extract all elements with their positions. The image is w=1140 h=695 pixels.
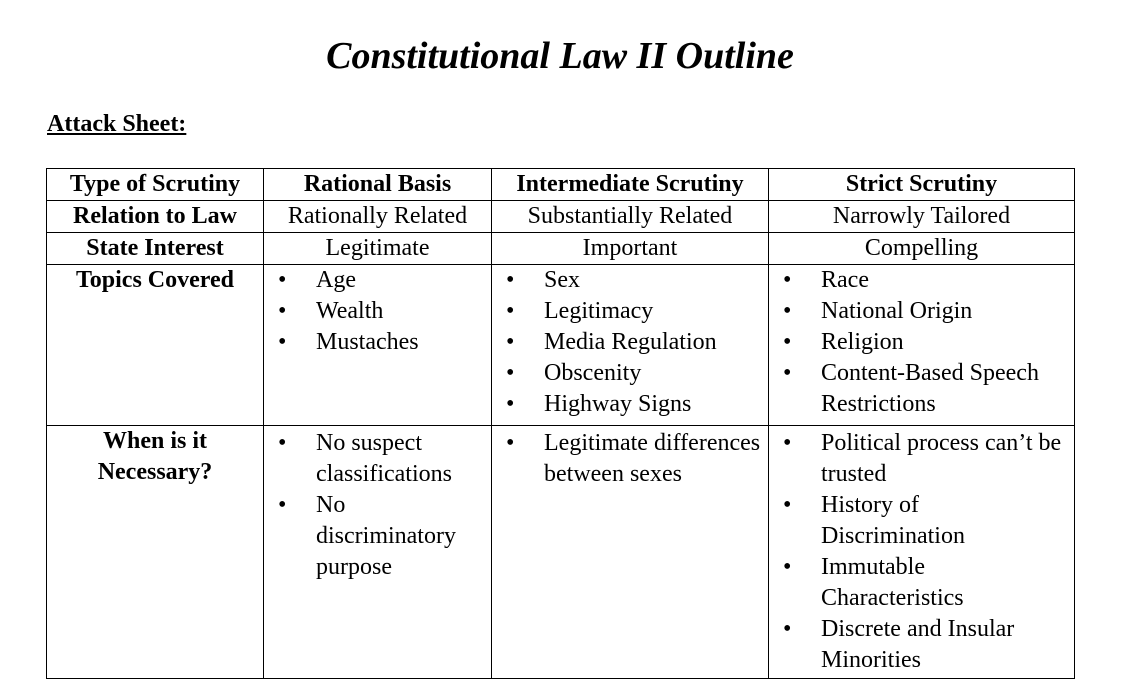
table-header-row [47, 169, 1075, 201]
strict-relation-cell: Narrowly Tailored [769, 201, 1075, 233]
strict-necessary-list [775, 428, 1068, 676]
rational-interest-cell: Legitimate [264, 233, 492, 265]
row-label-relation-to-law: Relation to Law [47, 201, 264, 233]
list-item: • Political process can’t be trusted [775, 428, 1068, 490]
row-label-when-necessary [47, 426, 264, 679]
list-item: • Media Regulation [498, 327, 762, 358]
list-item: • National Origin [775, 296, 1068, 327]
row-label-topics-covered: Topics Covered [47, 265, 264, 426]
rational-relation-cell: Rationally Related [264, 201, 492, 233]
intermediate-topics-cell [492, 265, 769, 426]
relation-to-law-row [47, 201, 1075, 233]
scrutiny-table [46, 168, 1075, 679]
column-header-intermediate-scrutiny: Intermediate Scrutiny [492, 169, 769, 201]
when-necessary-row [47, 426, 1075, 679]
list-item: • Content-Based Speech Restrictions [775, 358, 1068, 420]
rational-topics-cell [264, 265, 492, 426]
list-item: • Sex [498, 265, 762, 296]
list-item: • Immutable Characteristics [775, 552, 1068, 614]
column-header-strict-scrutiny: Strict Scrutiny [769, 169, 1075, 201]
list-item: • Discrete and Insular Minorities [775, 614, 1068, 676]
list-item: • No suspect classifications [270, 428, 485, 490]
intermediate-interest-cell: Important [492, 233, 769, 265]
list-item: • Race [775, 265, 1068, 296]
list-item: • Legitimate differences between sexes [498, 428, 762, 490]
intermediate-topics-list [498, 265, 762, 420]
row-label-line: Necessary? [97, 459, 213, 485]
strict-topics-list [775, 265, 1068, 420]
row-label-line: When is it [102, 428, 207, 454]
topics-covered-row [47, 265, 1075, 426]
attack-sheet-heading: Attack Sheet: [47, 111, 187, 137]
strict-necessary-cell [769, 426, 1075, 679]
intermediate-necessary-cell [492, 426, 769, 679]
list-item: • Highway Signs [498, 389, 762, 420]
column-header-rational-basis: Rational Basis [264, 169, 492, 201]
list-item: • Religion [775, 327, 1068, 358]
row-label-type-of-scrutiny: Type of Scrutiny [47, 169, 264, 201]
rational-topics-list [270, 265, 485, 358]
rational-necessary-list [270, 428, 485, 583]
intermediate-necessary-list [498, 428, 762, 490]
list-item: • Mustaches [270, 327, 485, 358]
strict-topics-cell [769, 265, 1075, 426]
intermediate-relation-cell: Substantially Related [492, 201, 769, 233]
state-interest-row [47, 233, 1075, 265]
list-item: • History of Discrimination [775, 490, 1068, 552]
row-label-state-interest: State Interest [47, 233, 264, 265]
list-item: • Wealth [270, 296, 485, 327]
rational-necessary-cell [264, 426, 492, 679]
list-item: • Legitimacy [498, 296, 762, 327]
strict-interest-cell: Compelling [769, 233, 1075, 265]
document-title: Constitutional Law II Outline [326, 35, 794, 77]
list-item: • Obscenity [498, 358, 762, 389]
list-item: • No discriminatory purpose [270, 490, 485, 583]
list-item: • Age [270, 265, 485, 296]
